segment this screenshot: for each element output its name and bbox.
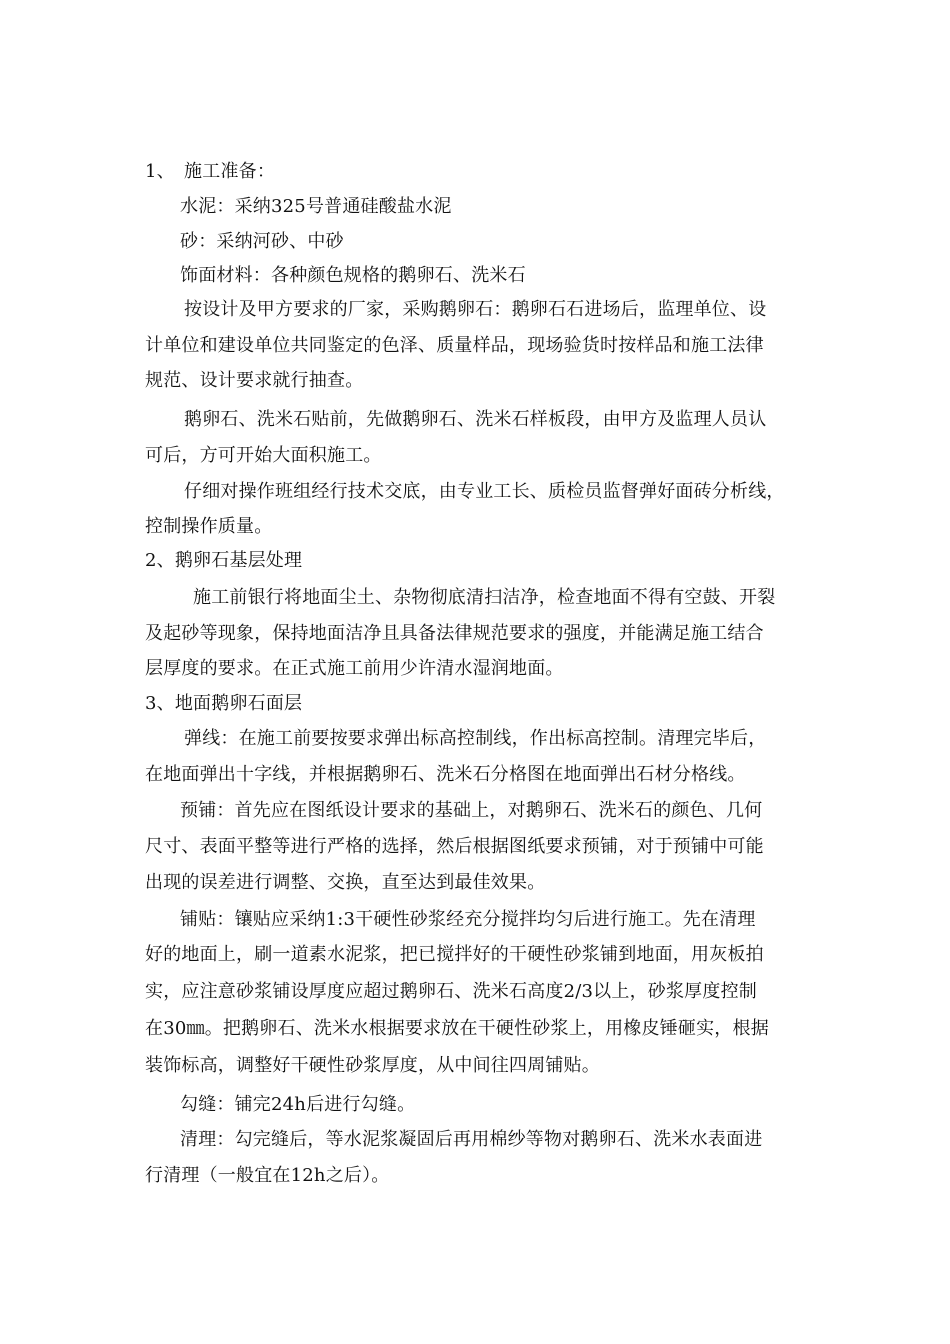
paragraph-line: 铺贴：镶贴应采纳1:3干硬性砂浆经充分搅拌均匀后进行施工。先在清理	[180, 909, 756, 930]
paragraph-line: 鹅卵石、洗米石贴前，先做鹅卵石、洗米石样板段，由甲方及监理人员认	[184, 409, 767, 430]
paragraph-line: 饰面材料：各种颜色规格的鹅卵石、洗米石	[180, 265, 526, 286]
paragraph-line: 及起砂等现象，保持地面洁净且具备法律规范要求的强度，并能满足施工结合	[145, 623, 764, 644]
paragraph-line: 施工前银行将地面尘土、杂物彻底清扫洁净，检查地面不得有空鼓、开裂	[193, 587, 776, 608]
paragraph-line: 预铺：首先应在图纸设计要求的基础上，对鹅卵石、洗米石的颜色、几何	[180, 800, 763, 821]
paragraph-line: 弹线：在施工前要按要求弹出标高控制线，作出标高控制。清理完毕后，	[184, 728, 767, 749]
paragraph-line: 行清理（一般宜在12h之后）。	[145, 1165, 390, 1186]
paragraph-line: 装饰标高，调整好干硬性砂浆厚度，从中间往四周铺贴。	[145, 1055, 600, 1076]
paragraph-line: 可后，方可开始大面积施工。	[145, 445, 382, 466]
paragraph-line: 在30㎜。把鹅卵石、洗米水根据要求放在干硬性砂浆上，用橡皮锤砸实，根据	[145, 1018, 769, 1039]
paragraph-line: 水泥：采纳325号普通硅酸盐水泥	[180, 196, 452, 217]
paragraph-line: 在地面弹出十字线，并根据鹅卵石、洗米石分格图在地面弹出石材分格线。	[145, 764, 746, 785]
paragraph-line: 出现的误差进行调整、交换，直至达到最佳效果。	[145, 872, 546, 893]
section-heading-1: 1、 施工准备：	[145, 161, 276, 182]
paragraph-line: 尺寸、表面平整等进行严格的选择，然后根据图纸要求预铺，对于预铺中可能	[145, 836, 764, 857]
paragraph-line: 勾缝：铺完24h后进行勾缝。	[180, 1094, 416, 1115]
paragraph-line: 层厚度的要求。在正式施工前用少许清水湿润地面。	[145, 658, 564, 679]
section-heading-2: 2、鹅卵石基层处理	[145, 550, 303, 571]
paragraph-line: 清理：勾完缝后，等水泥浆凝固后再用棉纱等物对鹅卵石、洗米水表面进	[180, 1129, 763, 1150]
paragraph-line: 仔细对操作班组经行技术交底，由专业工长、质检员监督弹好面砖分析线，	[184, 481, 785, 502]
paragraph-line: 按设计及甲方要求的厂家，采购鹅卵石：鹅卵石石进场后，监理单位、设	[184, 299, 767, 320]
paragraph-line: 实，应注意砂浆铺设厚度应超过鹅卵石、洗米石高度2/3以上，砂浆厚度控制	[145, 981, 757, 1002]
section-heading-3: 3、地面鹅卵石面层	[145, 693, 303, 714]
paragraph-line: 规范、设计要求就行抽查。	[145, 370, 364, 391]
paragraph-line: 好的地面上，刷一道素水泥浆，把已搅拌好的干硬性砂浆铺到地面，用灰板拍	[145, 944, 764, 965]
paragraph-line: 计单位和建设单位共同鉴定的色泽、质量样品，现场验货时按样品和施工法律	[145, 335, 764, 356]
paragraph-line: 砂：采纳河砂、中砂	[180, 231, 344, 252]
paragraph-line: 控制操作质量。	[145, 516, 273, 537]
